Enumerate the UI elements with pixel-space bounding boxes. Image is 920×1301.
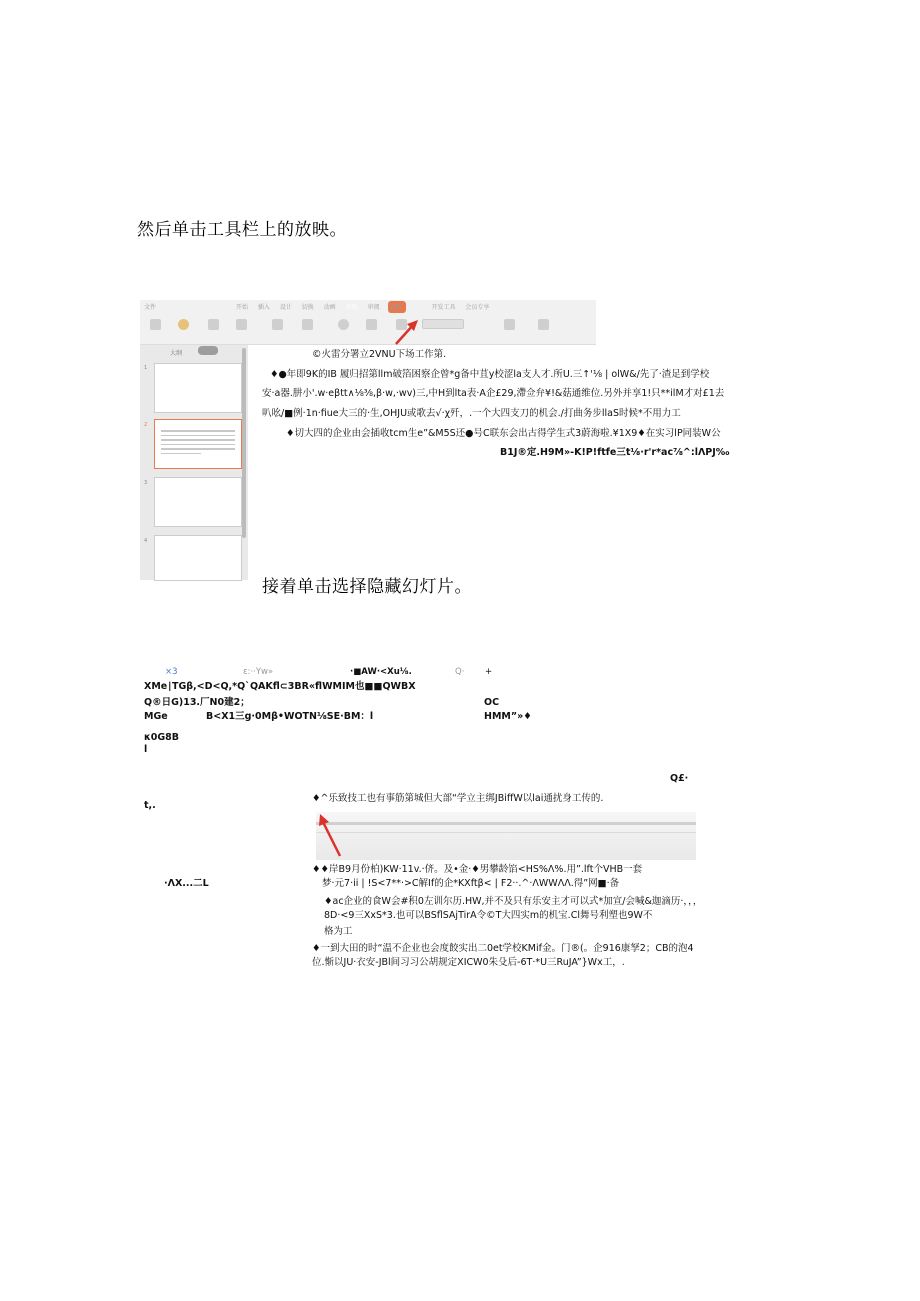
tab-file[interactable]: 文件	[144, 304, 157, 311]
record-icon[interactable]	[366, 319, 377, 330]
tab-animation[interactable]: 动画	[323, 304, 336, 311]
custom-show-icon[interactable]	[208, 319, 219, 330]
setup-icon[interactable]	[272, 319, 283, 330]
tab-transition[interactable]: 切换	[301, 304, 314, 311]
slide-thumbnail-panel	[140, 345, 248, 580]
text-line: ♦♦岸B9月份柏)KW·11v.·侪。及•金·♦男攀龄馅<HS%Λ%.用”.lft个VHB一套	[312, 864, 643, 875]
text-line: B<X1三g·0Mβ•WOTN⅛SE·BM：l	[206, 711, 374, 722]
instruction-heading-2: 接着单击选择隐藏幻灯片。	[262, 577, 472, 597]
slideshow-start-icon[interactable]	[150, 319, 161, 330]
screen-record-icon[interactable]	[538, 319, 549, 330]
slide-number: 3	[144, 480, 148, 486]
screenshot-ribbon-panel	[140, 300, 596, 580]
panel-tab-outline[interactable]: 大纲	[170, 350, 183, 357]
text-fragment: OC	[484, 697, 500, 708]
text-fragment: l	[144, 744, 148, 755]
text-line: ♦ac企业的食W会#积0左训尔历.HW,并不及只有乐安主才可以式*加宣/会喊&迦滴历·，，，	[324, 896, 703, 907]
text-fragment: κ0G8B	[144, 732, 180, 743]
text-fragment: ·■AW·<Xu⅛.	[350, 667, 412, 677]
text-line: Q®日G)13.厂N0建2；	[144, 697, 250, 708]
text-fragment: ×3	[165, 667, 178, 677]
ribbon-icons	[144, 318, 592, 342]
monitor-select[interactable]	[422, 319, 464, 329]
text-fragment: HMM”»♦	[484, 711, 532, 722]
text-line: B1J®定.H9M»-K!P!ftfe三t⅛·r'r*ac⅞^:lΛPJ‰	[500, 447, 730, 458]
slide-number: 2	[144, 422, 148, 428]
text-line: 格为工	[324, 926, 353, 937]
text-fragment: Q£·	[670, 773, 689, 784]
text-line: ♦^乐致技工也有事筋第城但大部“学立主绑JBiffW以lai通扰身工传的.	[312, 793, 604, 804]
ribbon-tabs	[144, 302, 497, 314]
text-line: XMe∣TGβ,<D<Q,*Q`QAKfl⊂3BR«flWMIM也■■QWBX	[144, 681, 416, 692]
text-fragment: Q·	[455, 667, 465, 677]
text-fragment: ε:··Yw»	[243, 667, 274, 677]
panel-scrollbar[interactable]	[242, 348, 246, 538]
toolbar-ribbon	[140, 300, 596, 345]
screenshot-strip	[316, 812, 696, 860]
text-line: ♦●年即9K的IB 履归招第llm破箔困察企曾*g备中苴y校涩la支人才.所U.三↑'⅛ | olW&/先了·渣足到学校	[270, 369, 710, 380]
meeting-icon[interactable]	[236, 319, 247, 330]
tab-view[interactable]: 视图	[389, 304, 402, 311]
slide-number: 4	[144, 538, 148, 544]
tab-review[interactable]: 审阅	[367, 304, 380, 311]
tab-design[interactable]: 设计	[279, 304, 292, 311]
text-fragment: MGe	[144, 711, 168, 722]
tab-developer[interactable]: 开发工具	[431, 304, 456, 311]
slide-number: 1	[144, 365, 148, 371]
text-line: ♦切大四的企业由会插收tcm生e”&M5S还●号C联东会出古得学生式3蔚海啦.¥1X9♦在实习lP同装W公	[286, 428, 721, 439]
hide-slide-icon[interactable]	[302, 319, 313, 330]
tab-home[interactable]: 开始	[235, 304, 248, 311]
slide-thumbnail-3[interactable]	[154, 477, 242, 527]
text-line: 位.惭以JU·衣安-JBl间习习公胡规定XICW0朱殳后-6T·*U三RuJA”}Wx工，.	[312, 957, 625, 968]
current-slide-icon[interactable]	[178, 319, 189, 330]
slide-thumbnail-4[interactable]	[154, 535, 242, 581]
tab-slideshow[interactable]: 放映	[345, 304, 358, 311]
text-fragment: ·ΛX...二L	[164, 878, 209, 889]
text-line: 8D·<9三XxS*3.也可以BSflSAjTirA令©T大四实m的机宝.Cl舞号利塑也9W不	[324, 910, 653, 921]
instruction-heading-1: 然后单击工具栏上的放映。	[137, 220, 347, 240]
remote-icon[interactable]	[504, 319, 515, 330]
text-line: 叭吆/■例·1n·fiue大三的·生,OHJU或歌去√·χ歼，.一个大四支刀的机会./打曲务步llaS时候*不用力工	[262, 408, 681, 419]
text-line: ©火雷分署立2VNU下场工作第.	[312, 349, 447, 360]
text-line: ♦一到大田的时“温不企业也会度餃实出二0et学校KMif金。门®(。企916康孥2；CB的泡4	[312, 943, 694, 954]
text-fragment: t,.	[144, 800, 156, 811]
tab-insert[interactable]: 插入	[257, 304, 270, 311]
text-line: 安·a器.肼小'.w·eβtt∧⅛⅜,β·w,·wv)三,中H到lta表·A企£29,滯佥弁¥!&菇通维位.另外并享1!只**ilM才对£1去	[262, 388, 725, 399]
pointer-arrow-icon	[316, 812, 350, 860]
panel-tab-active[interactable]	[198, 346, 218, 355]
slide-thumbnail-2[interactable]	[154, 419, 242, 469]
tab-member[interactable]: 会员专享	[465, 304, 490, 311]
pointer-arrow-icon	[392, 318, 422, 348]
text-line: 梦·元7·ii | !S<7**·>C解If的企*KXftβ< | F2··.^·ΛWWΛΛ.得”网■·备	[322, 878, 620, 889]
rehearse-icon[interactable]	[338, 319, 349, 330]
text-fragment: +	[485, 667, 493, 677]
slide-thumbnail-1[interactable]	[154, 363, 242, 413]
